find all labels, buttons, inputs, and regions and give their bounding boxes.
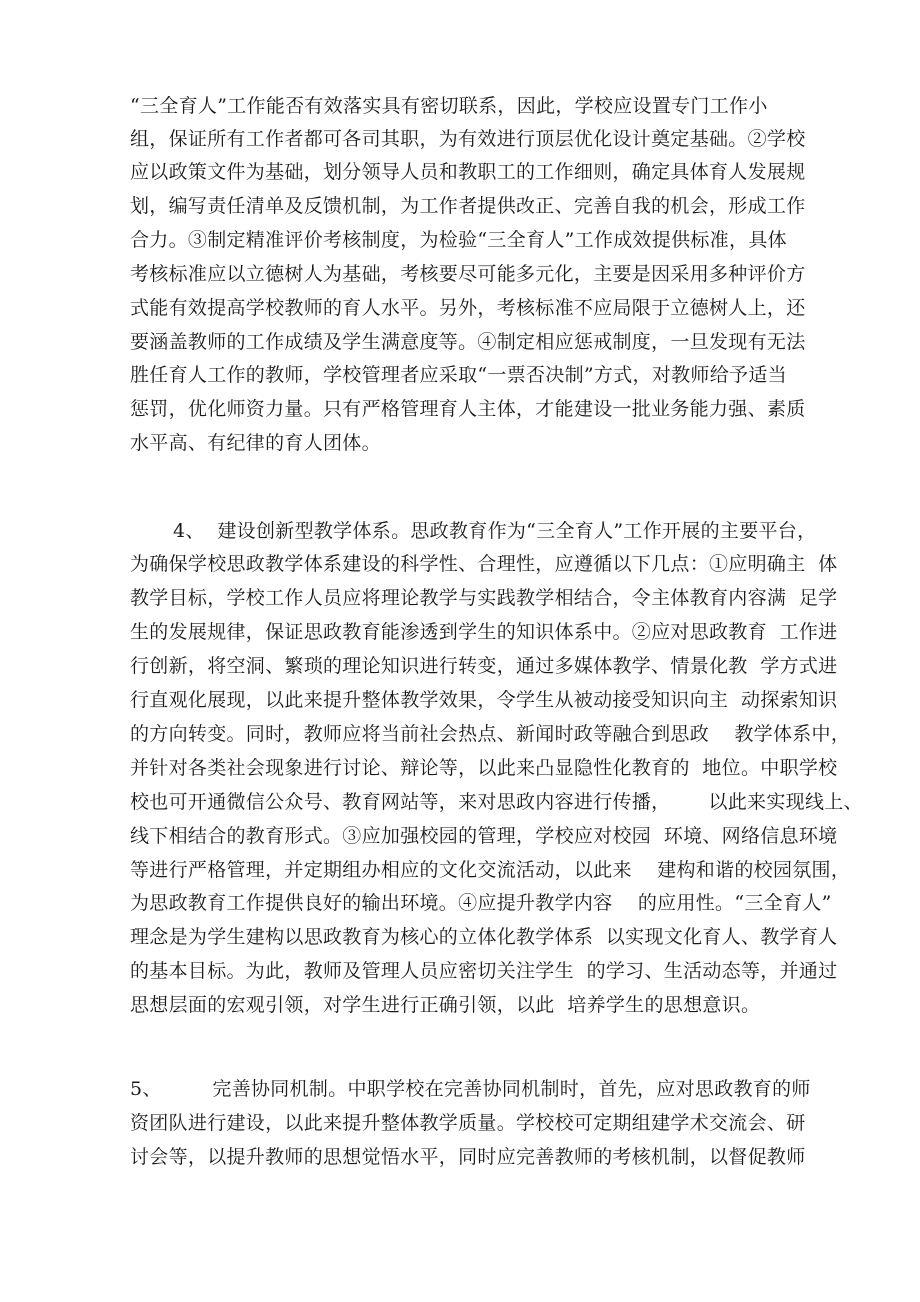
p1-line-7: 式能有效提高学校教师的育人水平。另外，考核标准不应局限于立德树人上，还 xyxy=(130,297,806,319)
p2-line-6: 行直观化展现，以此来提升整体教学效果，令学生从被动接受知识向主 动探索知识 xyxy=(130,689,838,711)
p2-line-4: 生的发展规律，保证思政教育能渗透到学生的知识体系中。②应对思政教育 工作进 xyxy=(130,621,838,643)
p1-line-10: 惩罚，优化师资力量。只有严格管理育人主体，才能建设一批业务能力强、素质 xyxy=(130,398,806,420)
p2-line-11: 等进行严格管理，并定期组办相应的文化交流活动，以此来 建构和谐的校园氛围， xyxy=(130,859,851,881)
p3-line-1: 5、 完善协同机制。中职学校在完善协同机制时，首先，应对思政教育的师 xyxy=(130,1078,811,1100)
p2-line-5: 行创新，将空洞、繁琐的理论知识进行转变，通过多媒体教学、情景化教 学方式进 xyxy=(130,655,838,677)
p1-line-5: 合力。③制定精准评价考核制度，为检验“三全育人”工作成效提供标准，具体 xyxy=(130,229,787,251)
p2-line-15: 思想层面的宏观引领，对学生进行正确引领，以此 培养学生的思想意识。 xyxy=(130,994,761,1016)
p1-line-11: 水平高、有纪律的育人团体。 xyxy=(130,432,381,454)
p1-line-4: 划，编写责任清单及反馈机制，为工作者提供改正、完善自我的机会，形成工作 xyxy=(130,195,806,217)
p1-line-9: 胜任育人工作的教师，学校管理者应采取“一票否决制”方式，对教师给予适当 xyxy=(130,364,787,386)
p2-line-8: 并针对各类社会现象进行讨论、辩论等，以此来凸显隐性化教育的 地位。中职学校 xyxy=(130,757,838,779)
p1-line-8: 要涵盖教师的工作成绩及学生满意度等。④制定相应惩戒制度，一旦发现有无法 xyxy=(130,331,806,353)
p2-line-13: 理念是为学生建构以思政教育为核心的立体化教学体系 以实现文化育人、教学育人 xyxy=(130,926,838,948)
p3-line-2: 资团队进行建设，以此来提升整体教学质量。学校校可定期组建学术交流会、研 xyxy=(130,1112,806,1134)
p1-line-1: “三全育人”工作能否有效落实具有密切联系，因此，学校应设置专门工作小 xyxy=(130,95,768,117)
p2-line-10: 线下相结合的教育形式。③应加强校园的管理，学校应对校园 环境、网络信息环境 xyxy=(130,825,838,847)
p2-line-3: 教学目标，学校工作人员应将理论教学与实践教学相结合，令主体教育内容满 足学 xyxy=(130,587,838,609)
p2-line-1: 4、 建设创新型教学体系。思政教育作为“三全育人”工作开展的主要平台， xyxy=(173,520,817,542)
p1-line-6: 考核标准应以立德树人为基础，考核要尽可能多元化，主要是因采用多种评价方 xyxy=(130,263,806,285)
p1-line-3: 应以政策文件为基础，划分领导人员和教职工的工作细则，确定具体育人发展规 xyxy=(130,161,806,183)
p2-line-9: 校也可开通微信公众号、教育网站等，来对思政内容进行传播， 以此来实现线上、 xyxy=(130,791,863,813)
p2-line-14: 的基本目标。为此，教师及管理人员应密切关注学生 的学习、生活动态等，并通过 xyxy=(130,960,838,982)
p2-line-7: 的方向转变。同时，教师应将当前社会热点、新闻时政等融合到思政 教学体系中， xyxy=(130,723,851,745)
p2-line-12: 为思政教育工作提供良好的输出环境。④应提升教学内容 的应用性。“三全育人” xyxy=(130,892,832,914)
p1-line-2: 组，保证所有工作者都可各司其职，为有效进行顶层优化设计奠定基础。②学校 xyxy=(130,128,806,150)
p3-line-3: 讨会等，以提升教师的思想觉悟水平，同时应完善教师的考核机制，以督促教师 xyxy=(130,1146,806,1168)
p2-line-2: 为确保学校思政教学体系建设的科学性、合理性，应遵循以下几点：①应明确主 体 xyxy=(130,553,838,575)
